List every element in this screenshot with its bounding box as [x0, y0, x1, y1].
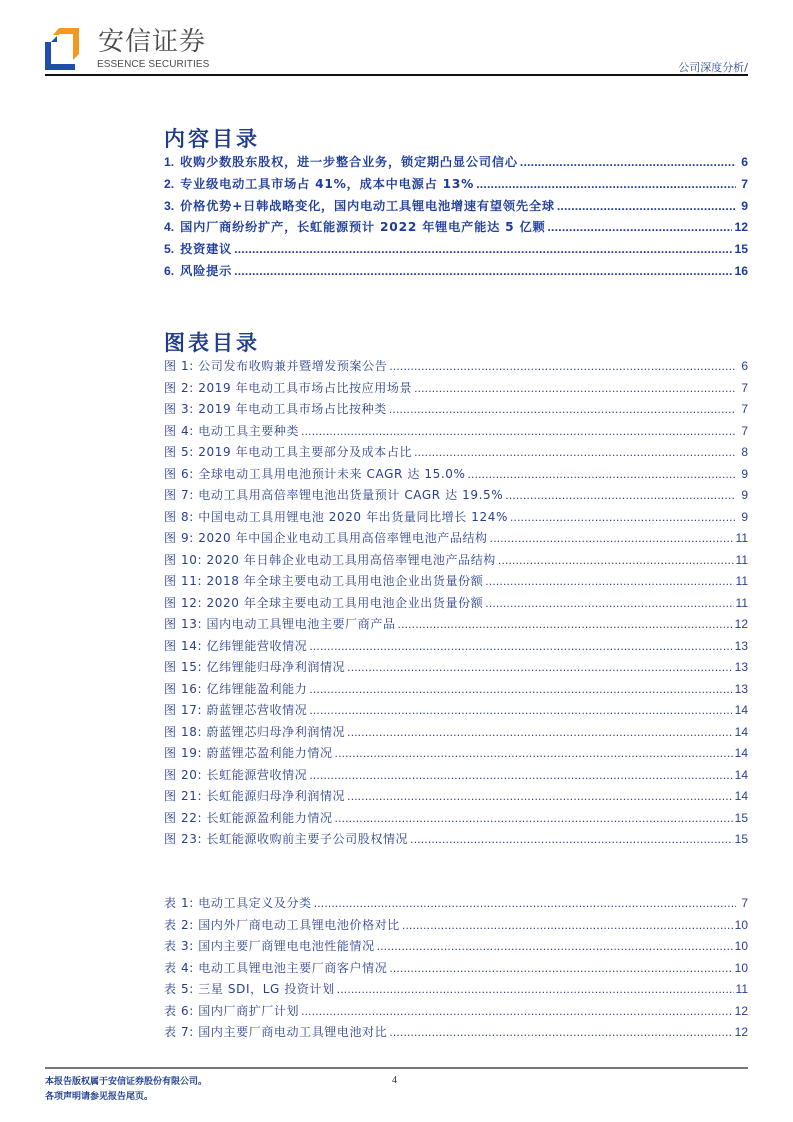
- table-page: 12: [734, 1025, 748, 1039]
- figure-page: 14: [734, 724, 748, 739]
- toc-number: 2.: [164, 176, 175, 191]
- figure-item[interactable]: [164, 809, 748, 831]
- figure-page: 14: [734, 746, 748, 760]
- dot-leader: [309, 639, 732, 653]
- figure-item[interactable]: [164, 637, 748, 659]
- table-page: 10: [734, 960, 748, 975]
- figure-label: 图 11: 2018 年全球主要电动工具用电池企业出货量份额: [164, 574, 484, 588]
- figure-label: 图 23: 长虹能源收购前主要子公司股权情况: [164, 832, 409, 846]
- dot-leader: [347, 789, 732, 803]
- dot-leader: [347, 725, 732, 739]
- figure-page: 12: [734, 617, 748, 631]
- page-header: [45, 27, 748, 75]
- figure-label: 图 5: 2019 年电动工具主要部分及成本占比: [164, 445, 413, 459]
- figure-page: 9: [741, 509, 748, 524]
- dot-leader: [389, 402, 736, 416]
- dot-leader: [301, 424, 736, 438]
- figure-item[interactable]: [164, 766, 748, 788]
- dot-leader: [234, 242, 732, 256]
- table-item[interactable]: [164, 959, 748, 981]
- figure-item[interactable]: [164, 572, 748, 594]
- figure-item[interactable]: [164, 787, 748, 809]
- table-page: 11: [735, 982, 748, 996]
- dot-leader: [410, 832, 732, 846]
- figure-item[interactable]: [164, 680, 748, 702]
- dot-leader: [520, 155, 736, 169]
- dot-leader: [309, 703, 732, 717]
- dot-leader: [505, 488, 736, 502]
- toc-item[interactable]: [164, 175, 748, 197]
- figure-label: 图 10: 2020 年日韩企业电动工具用高倍率锂电池产品结构: [164, 552, 496, 567]
- toc-number: 1.: [164, 155, 175, 169]
- dot-leader: [335, 746, 733, 760]
- toc-label: 投资建议: [180, 242, 233, 257]
- dot-leader: [398, 617, 733, 631]
- toc-page: 6: [741, 155, 748, 169]
- dot-leader: [337, 982, 734, 996]
- figure-item[interactable]: [164, 744, 748, 766]
- figure-label: 图 16: 亿纬锂能盈利能力: [164, 681, 308, 696]
- figure-item[interactable]: [164, 357, 748, 379]
- figure-page: 11: [735, 574, 748, 588]
- figure-item[interactable]: [164, 723, 748, 745]
- contents-title: 内容目录: [164, 126, 260, 151]
- figure-page: 7: [741, 402, 748, 416]
- figure-item[interactable]: [164, 830, 748, 852]
- table-item[interactable]: [164, 1002, 748, 1024]
- figure-page: 15: [734, 832, 748, 846]
- figure-label: 图 8: 中国电动工具用锂电池 2020 年出货量同比增长 124%: [164, 509, 508, 524]
- dot-leader: [389, 961, 732, 975]
- toc-number: 3.: [164, 198, 175, 213]
- toc-label: 专业级电动工具市场占 41%，成本中电源占 13%: [180, 176, 475, 191]
- contents-list: [164, 153, 748, 284]
- figure-page: 14: [734, 789, 748, 803]
- figure-page: 9: [741, 466, 748, 481]
- dot-leader: [234, 264, 732, 278]
- figure-label: 图 19: 蔚蓝锂芯盈利能力情况: [164, 746, 333, 760]
- toc-page: 9: [741, 198, 748, 213]
- table-label: 表 7: 国内主要厂商电动工具锂电池对比: [164, 1025, 388, 1039]
- copyright-notice: 本报告版权属于安信证券股份有限公司。: [45, 1077, 208, 1087]
- dot-leader: [335, 811, 733, 825]
- figure-page: 7: [741, 423, 748, 438]
- toc-page: 16: [734, 263, 748, 278]
- table-item[interactable]: [164, 1023, 748, 1045]
- figure-label: 图 18: 蔚蓝锂芯归母净利润情况: [164, 724, 346, 739]
- dot-leader: [309, 768, 732, 782]
- dot-leader: [414, 381, 736, 395]
- table-page: 7: [741, 896, 748, 910]
- figures-list: [164, 357, 748, 852]
- table-item[interactable]: [164, 980, 748, 1002]
- figure-page: 6: [741, 359, 748, 373]
- figure-page: 11: [735, 595, 748, 610]
- table-item[interactable]: [164, 916, 748, 938]
- toc-item[interactable]: [164, 240, 748, 262]
- figure-page: 9: [741, 488, 748, 502]
- toc-number: 6.: [164, 263, 175, 278]
- figure-item[interactable]: [164, 529, 748, 551]
- figure-page: 11: [735, 552, 748, 567]
- toc-page: 15: [734, 242, 748, 257]
- dot-leader: [547, 220, 732, 234]
- toc-page: 7: [741, 176, 748, 191]
- figure-item[interactable]: [164, 422, 748, 444]
- header-divider: [45, 74, 748, 76]
- essence-logo-icon: [45, 28, 81, 70]
- figure-item[interactable]: [164, 615, 748, 637]
- toc-item[interactable]: [164, 153, 748, 175]
- figure-item[interactable]: [164, 486, 748, 508]
- dot-leader: [389, 359, 736, 373]
- figure-page: 15: [734, 810, 748, 825]
- toc-label: 风险提示: [180, 263, 233, 278]
- toc-label: 国内厂商纷纷扩产，长虹能源预计 2022 年锂电产能达 5 亿颗: [180, 220, 546, 235]
- report-type: 公司深度分析/: [678, 61, 748, 74]
- figure-page: 7: [741, 380, 748, 395]
- toc-item[interactable]: [164, 218, 748, 240]
- figure-item[interactable]: [164, 658, 748, 680]
- dot-leader: [314, 896, 736, 910]
- table-item[interactable]: [164, 937, 748, 959]
- table-page: 12: [734, 1003, 748, 1018]
- dot-leader: [377, 939, 733, 953]
- figure-label: 图 15: 亿纬锂能归母净利润情况: [164, 660, 346, 674]
- dot-leader: [301, 1004, 733, 1018]
- figure-page: 13: [734, 681, 748, 696]
- dot-leader: [468, 467, 737, 481]
- figure-label: 图 17: 蔚蓝锂芯营收情况: [164, 703, 308, 717]
- dot-leader: [490, 531, 734, 545]
- table-label: 表 4: 电动工具锂电池主要厂商客户情况: [164, 960, 388, 975]
- disclaimer-notice: 各项声明请参见报告尾页。: [45, 1092, 154, 1102]
- figure-label: 图 13: 国内电动工具锂电池主要厂商产品: [164, 617, 396, 631]
- figures-title: 图表目录: [164, 330, 260, 355]
- dot-leader: [557, 199, 736, 213]
- figure-page: 11: [735, 531, 748, 545]
- brand-name-en: ESSENCE SECURITIES: [97, 59, 210, 70]
- page-number: 4: [392, 1075, 397, 1086]
- table-page: 10: [734, 939, 748, 953]
- figure-page: 13: [734, 638, 748, 653]
- figure-item[interactable]: [164, 400, 748, 422]
- dot-leader: [389, 1025, 732, 1039]
- figure-item[interactable]: [164, 465, 748, 487]
- figure-page: 14: [734, 703, 748, 717]
- figure-label: 图 22: 长虹能源盈利能力情况: [164, 810, 333, 825]
- dot-leader: [476, 177, 736, 191]
- figure-label: 图 2: 2019 年电动工具市场占比按应用场景: [164, 380, 413, 395]
- figure-label: 图 9: 2020 年中国企业电动工具用高倍率锂电池产品结构: [164, 531, 488, 545]
- toc-item[interactable]: [164, 262, 748, 284]
- table-label: 表 6: 国内厂商扩厂计划: [164, 1003, 300, 1018]
- figure-label: 图 20: 长虹能源营收情况: [164, 767, 308, 782]
- footer-divider: [45, 1067, 748, 1069]
- table-label: 表 3: 国内主要厂商锂电电池性能情况: [164, 939, 375, 953]
- toc-number: 5.: [164, 242, 175, 257]
- figure-label: 图 14: 亿纬锂能营收情况: [164, 638, 308, 653]
- table-label: 表 2: 国内外厂商电动工具锂电池价格对比: [164, 917, 400, 932]
- figure-item[interactable]: [164, 701, 748, 723]
- figure-label: 图 6: 全球电动工具用电池预计未来 CAGR 达 15.0%: [164, 466, 466, 481]
- figure-page: 13: [734, 660, 748, 674]
- figure-item[interactable]: [164, 551, 748, 573]
- figure-label: 图 1: 公司发布收购兼并暨增发预案公告: [164, 359, 388, 373]
- table-label: 表 5: 三星 SDI，LG 投资计划: [164, 982, 335, 996]
- dot-leader: [347, 660, 732, 674]
- figure-page: 14: [734, 767, 748, 782]
- toc-label: 价格优势+日韩战略变化，国内电动工具锂电池增速有望领先全球: [180, 198, 555, 213]
- table-page: 10: [734, 917, 748, 932]
- figure-label: 图 21: 长虹能源归母净利润情况: [164, 789, 346, 803]
- figure-item[interactable]: [164, 379, 748, 401]
- tables-list: [164, 894, 748, 1045]
- table-label: 表 1: 电动工具定义及分类: [164, 896, 312, 910]
- figure-page: 8: [741, 445, 748, 459]
- dot-leader: [485, 574, 733, 588]
- figure-item[interactable]: [164, 508, 748, 530]
- dot-leader: [414, 445, 736, 459]
- toc-page: 12: [734, 220, 748, 235]
- dot-leader: [402, 918, 733, 932]
- table-item[interactable]: [164, 894, 748, 916]
- figure-label: 图 7: 电动工具用高倍率锂电池出货量预计 CAGR 达 19.5%: [164, 488, 504, 502]
- figure-label: 图 12: 2020 年全球主要电动工具用电池企业出货量份额: [164, 595, 484, 610]
- dot-leader: [498, 553, 734, 567]
- figure-label: 图 4: 电动工具主要种类: [164, 423, 300, 438]
- dot-leader: [309, 682, 732, 696]
- toc-item[interactable]: [164, 197, 748, 219]
- toc-label: 收购少数股东股权，进一步整合业务，锁定期凸显公司信心: [180, 155, 518, 169]
- figure-label: 图 3: 2019 年电动工具市场占比按种类: [164, 402, 387, 416]
- figure-item[interactable]: [164, 443, 748, 465]
- brand-name-cn: 安信证券: [98, 27, 207, 57]
- dot-leader: [485, 596, 733, 610]
- footer-disclaimer: [45, 1075, 207, 1105]
- dot-leader: [510, 510, 736, 524]
- figure-item[interactable]: [164, 594, 748, 616]
- toc-number: 4.: [164, 220, 175, 235]
